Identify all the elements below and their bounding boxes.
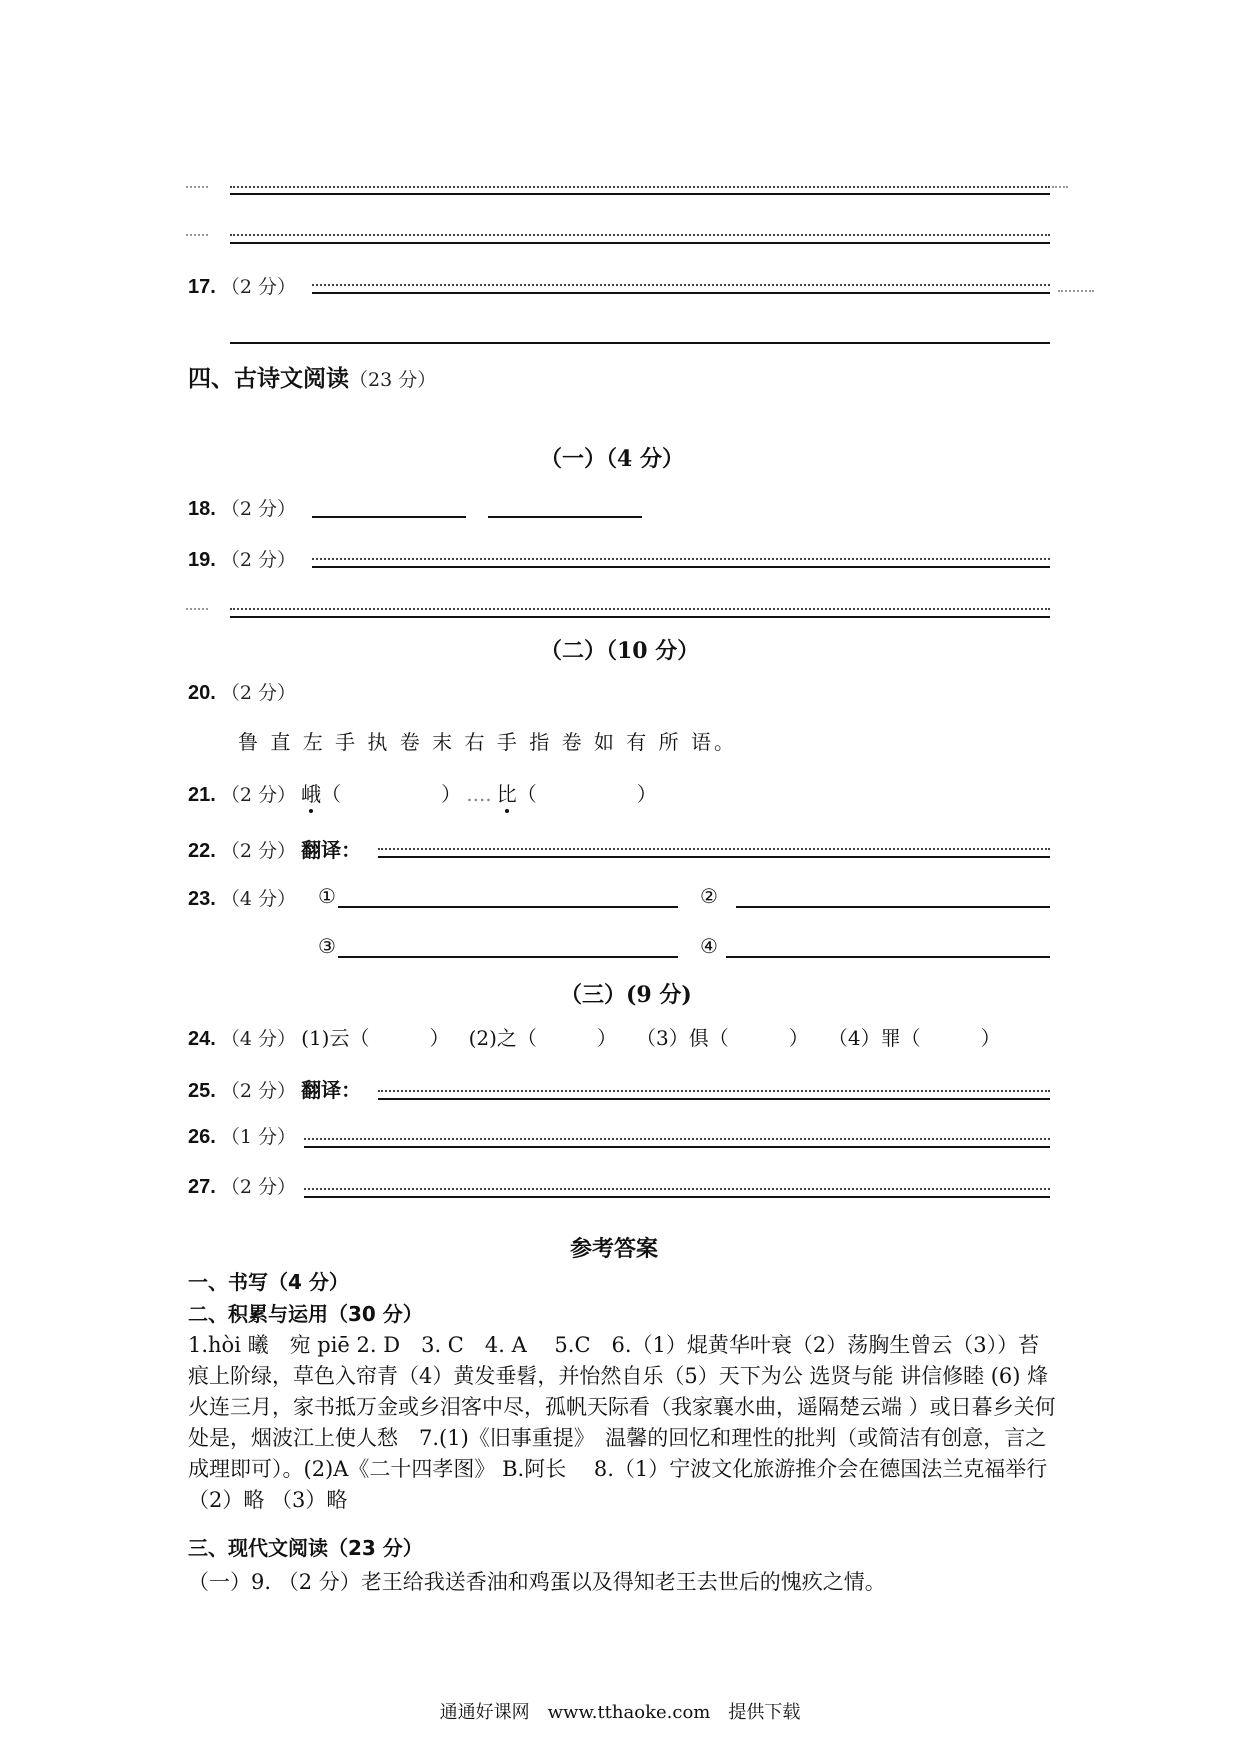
answer-line: [378, 1098, 1050, 1100]
answer-line: [304, 1138, 1050, 1140]
term-item: （4）罪（ ）: [827, 1026, 1001, 1050]
answer-blank[interactable]: [736, 906, 1050, 908]
answer-line: [230, 616, 1050, 618]
answers-paragraph-1: 1.hòi 曦 宛 piē 2. D 3. C 4. A 5.C 6.（1）焜黄华叶衰（2）荡胸生曾云（3））苔痕上阶绿，草色入帘青（4）黄发垂髫，并怡然自乐（5）天下为公 选贤与能 讲信修睦 (6) 烽火连三月，家书抵万金或乡泪客中尽，孤帆天际看（我家襄水曲，遥隔楚云端 ）或日暮乡关何处是，烟波江上使人愁 7.(1)《旧事重提》 温馨的回忆和理性的批判（或简洁有创意，言之成理即可）。(2)A《二十四孝图》 B.阿长 8.（1）宁波文化旅游推介会在德国法兰克福举行 （2）略 （3）略: [188, 1333, 1056, 1512]
question-18: 18. （2 分）: [188, 498, 297, 520]
question-26: 26. （1 分）: [188, 1126, 297, 1148]
answer-line: [304, 1196, 1050, 1198]
answers-paragraph-2: （一）9. （2 分）老王给我送香油和鸡蛋以及得知老王去世后的愧疚之情。: [188, 1570, 886, 1594]
term-item: （3）俱（ ）: [636, 1026, 809, 1050]
margin-dots: [1052, 186, 1068, 188]
question-20: 20. （2 分）: [188, 682, 297, 704]
answer-line: [230, 608, 1050, 610]
answer-line: [230, 342, 1050, 344]
part-heading-2: （二）（10 分）: [540, 638, 700, 664]
section-heading: 四、古诗文阅读（23 分）: [188, 366, 437, 392]
term-item: (2)之（ ）: [468, 1026, 617, 1050]
margin-dots: [1058, 290, 1094, 292]
term-2: 比: [496, 782, 517, 806]
answer-line: [312, 558, 1050, 560]
part-heading-1: （一）（4 分）: [540, 446, 684, 472]
answers-heading-3: 三、现代文阅读（23 分）: [188, 1536, 423, 1560]
dot-spacer: ....: [466, 782, 492, 806]
translate-label: 翻译：: [301, 838, 362, 862]
answer-line: [312, 566, 1050, 568]
margin-dots: [186, 608, 208, 610]
answer-line: [304, 1146, 1050, 1148]
blank-marker-4: ④: [700, 934, 718, 958]
question-number: 17.: [188, 276, 216, 298]
term-1: 峨: [301, 782, 322, 806]
footer-source: 通通好课网 www.tthaoke.com 提供下载: [439, 1702, 801, 1723]
part-heading-3: （三）(9 分): [560, 982, 692, 1008]
question-27: 27. （2 分）: [188, 1176, 297, 1198]
answer-line: [230, 186, 1050, 188]
answer-line: [230, 193, 1050, 195]
answer-blank[interactable]: [488, 516, 642, 518]
translate-label: 翻译：: [301, 1078, 362, 1102]
answer-blank[interactable]: [338, 906, 678, 908]
answer-line: [230, 242, 1050, 244]
answer-blank[interactable]: [338, 956, 678, 958]
answer-line: [230, 234, 1050, 236]
answer-blank[interactable]: [312, 516, 466, 518]
answer-blank[interactable]: [726, 956, 1050, 958]
term-item: (1)云（ ）: [301, 1026, 450, 1050]
blank-marker-2: ②: [700, 884, 718, 908]
question-19: 19. （2 分）: [188, 549, 297, 571]
question-17: [188, 272, 296, 299]
margin-dots: [186, 186, 208, 188]
answer-line: [378, 856, 1050, 858]
blank-marker-1: ①: [318, 884, 336, 908]
question-22: 22. （2 分） 翻译：: [188, 838, 362, 862]
question-20-sentence: 鲁 直 左 手 执 卷 末 右 手 指 卷 如 有 所 语。: [238, 730, 738, 754]
margin-dots: [186, 234, 208, 236]
answer-line: [378, 1090, 1050, 1092]
answers-heading-2: 二、积累与运用（30 分）: [188, 1302, 423, 1326]
answers-title: 参考答案: [570, 1237, 659, 1262]
answer-line: [378, 848, 1050, 850]
answers-heading-1: 一、书写（4 分）: [188, 1270, 349, 1294]
question-25: 25. （2 分） 翻译：: [188, 1078, 362, 1102]
question-23: 23. （4 分）: [188, 888, 297, 910]
question-score: （2 分）: [220, 276, 297, 298]
answer-line: [304, 1188, 1050, 1190]
answer-line: [312, 292, 1050, 294]
answer-line: [312, 284, 1050, 286]
blank-marker-3: ③: [318, 934, 336, 958]
question-21: 21. （2 分） 峨（ ） .... 比（ ）: [188, 782, 657, 806]
question-24: 24. （4 分） (1)云（ ） (2)之（ ） （3）俱（ ） （4）罪（ ）: [188, 1026, 1001, 1050]
